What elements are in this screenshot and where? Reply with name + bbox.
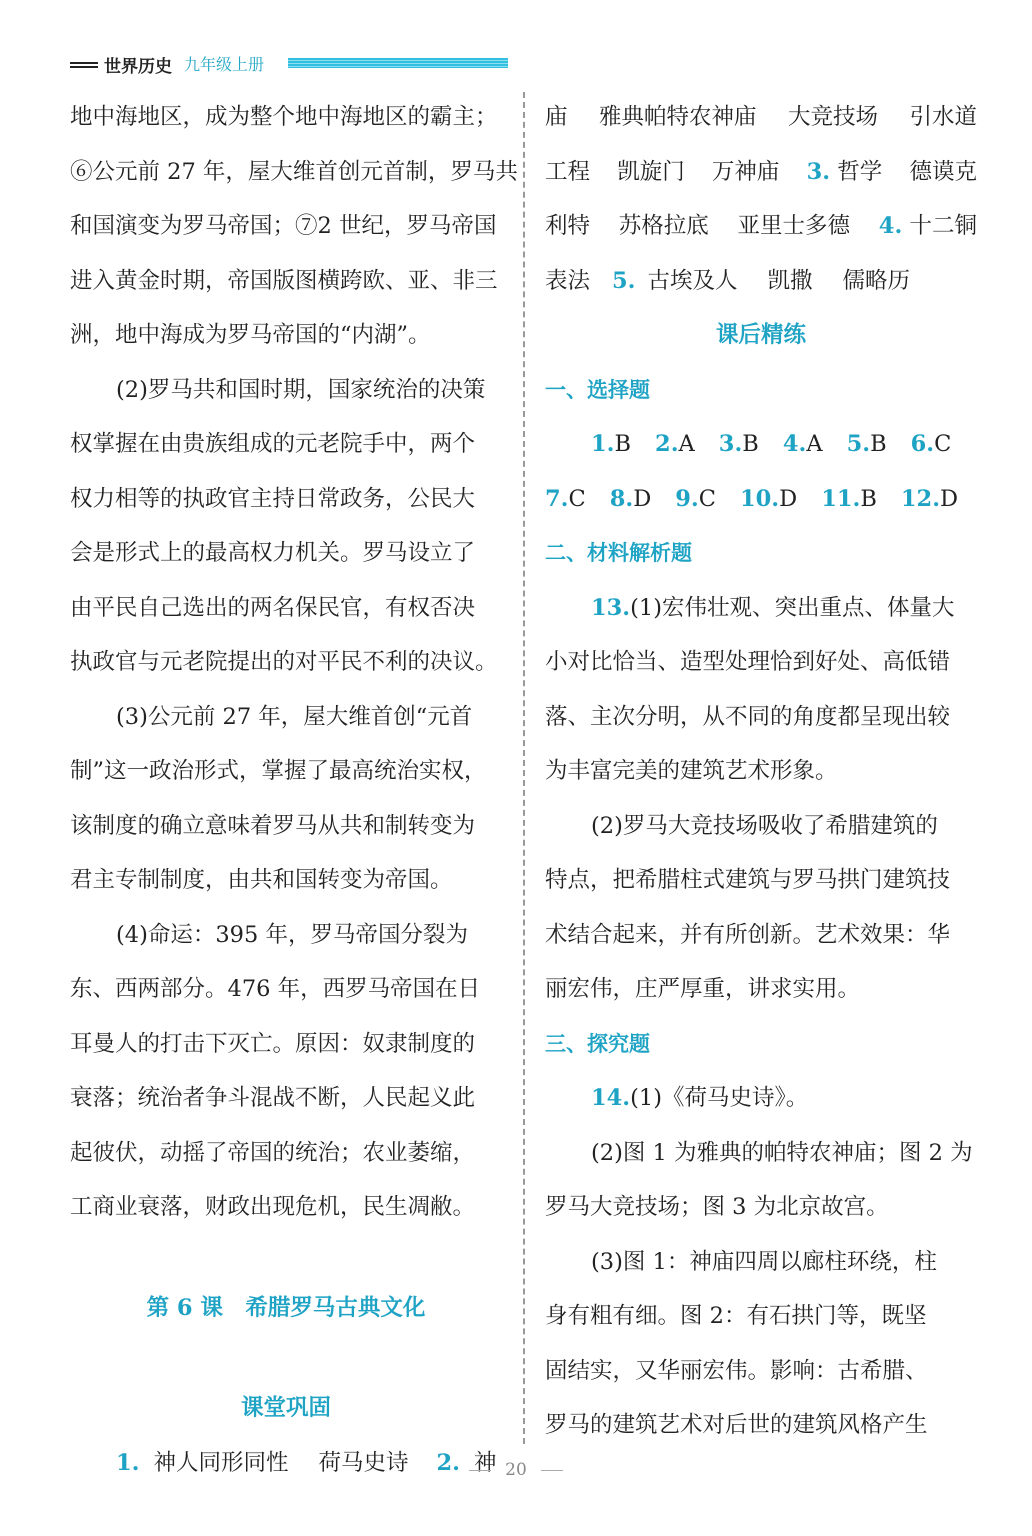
answer-text: 万神庙 — [711, 158, 780, 185]
text-line: 起彼伏，动摇了帝国的统治；农业萎缩， — [70, 1139, 476, 1166]
text-line: (3)图 1：神庙四周以廊柱环绕，柱 — [591, 1248, 937, 1275]
column-divider — [523, 92, 525, 1444]
answer-text: 引水道 — [909, 104, 977, 130]
text-line: 进入黄金时期，帝国版图横跨欧、亚、非三 — [70, 267, 498, 294]
text-line: (2)罗马大竞技场吸收了希腊建筑的 — [591, 812, 938, 839]
answer-text: 凯撒 — [767, 267, 813, 294]
text-line: (2)罗马共和国时期，国家统治的决策 — [116, 376, 486, 403]
text-line: 东、西两部分。476 年，西罗马帝国在日 — [70, 976, 481, 1002]
question-number: 1. — [116, 1449, 140, 1476]
answer-text: 神人同形同性 — [153, 1449, 289, 1476]
text-line: (3)公元前 27 年，屋大维首创“元首 — [116, 703, 473, 730]
question-number: 2. — [436, 1449, 461, 1476]
choice-answer: 10.D — [739, 485, 798, 512]
text-line: 执政官与元老院提出的对平民不利的决议。 — [70, 649, 498, 675]
text-line: 罗马大竞技场；图 3 为北京故宫。 — [545, 1194, 889, 1220]
section-title-classroom: 课堂巩固 — [240, 1395, 331, 1421]
fill-answer-line — [545, 90, 977, 145]
text-line: 该制度的确立意味着罗马从共和制转变为 — [70, 812, 476, 839]
answer-text: 亚里士多德 — [737, 213, 851, 239]
page-number-dash-right — [541, 1470, 563, 1471]
answer-text: (1)宏伟壮观、突出重点、体量大 — [630, 594, 955, 621]
answer-text: 凯旋门 — [617, 158, 685, 185]
answer-text: 利特 — [545, 213, 591, 239]
choice-answer: 9.C — [675, 485, 716, 512]
choice-answer: 11.B — [821, 485, 877, 512]
fill-answer-line — [545, 145, 977, 200]
text-line: 丽宏伟，庄严厚重，讲求实用。 — [545, 976, 861, 1002]
choice-answers-row — [545, 472, 977, 527]
answer-text: 神 — [474, 1449, 497, 1476]
choice-answer: 7.C — [545, 485, 586, 512]
section-heading: 二、材料解析题 — [545, 541, 692, 565]
header-bars-decoration — [70, 62, 98, 70]
answer-text: 哲学 — [837, 158, 883, 185]
right-column — [545, 90, 977, 1453]
choice-answer: 2.A — [655, 431, 695, 457]
answer-text: 十二铜 — [909, 213, 977, 239]
page-number — [0, 1460, 1032, 1480]
text-line: 落、主次分明，从不同的角度都呈现出较 — [545, 703, 951, 730]
text-line: 术结合起来，并有所创新。艺术效果：华 — [545, 921, 951, 948]
text-line: 身有粗有细。图 2：有石拱门等，既坚 — [545, 1303, 927, 1329]
question-number: 4. — [878, 213, 903, 239]
header-stripe-decoration — [288, 58, 508, 68]
text-line: 权掌握在由贵族组成的元老院手中，两个 — [70, 431, 476, 457]
answer-text: 儒略历 — [842, 267, 911, 294]
question-number: 13. — [591, 594, 631, 621]
answer-text: 庙 — [545, 104, 568, 130]
answer-text: 工程 — [545, 158, 591, 185]
text-line: 特点，把希腊柱式建筑与罗马拱门建筑技 — [545, 867, 951, 893]
answer-text: 苏格拉底 — [618, 213, 709, 239]
answer-text: 表法 — [545, 267, 591, 294]
text-line: 为丰富完美的建筑艺术形象。 — [545, 758, 838, 784]
fill-answer-line — [545, 199, 977, 254]
text-line: 固结实，又华丽宏伟。影响：古希腊、 — [545, 1357, 928, 1384]
fill-answer-line — [545, 254, 977, 309]
text-line: 由平民自己选出的两名保民官，有权否决 — [70, 594, 476, 621]
choice-answer: 12.D — [900, 485, 959, 512]
header-grade: 九年级上册 — [184, 55, 265, 74]
text-line: 小对比恰当、造型处理恰到好处、高低错 — [545, 649, 951, 675]
text-line: 制”这一政治形式，掌握了最高统治实权， — [70, 758, 487, 784]
answer-text: (1)《荷马史诗》。 — [630, 1085, 809, 1111]
text-line: ⑥公元前 27 年，屋大维首创元首制，罗马共 — [70, 158, 518, 185]
page-header — [70, 52, 450, 80]
text-line: 罗马的建筑艺术对后世的建筑风格产生 — [545, 1412, 928, 1438]
answer-text: 雅典帕特农神庙 — [598, 104, 757, 130]
choice-answer: 8.D — [609, 485, 652, 512]
lesson-title: 第 6 课 希腊罗马古典文化 — [146, 1294, 426, 1321]
text-line: 洲，地中海成为罗马帝国的“内湖”。 — [70, 322, 431, 348]
question-number: 3. — [806, 158, 831, 185]
choice-answer: 3.B — [718, 431, 759, 457]
text-line: 会是形式上的最高权力机关。罗马设立了 — [70, 540, 476, 566]
text-line: 衰落；统治者争斗混战不断，人民起义此 — [70, 1085, 476, 1111]
section-heading: 一、选择题 — [545, 377, 650, 402]
text-line: 地中海地区，成为整个地中海地区的霸主； — [70, 104, 498, 130]
answer-text: 古埃及人 — [647, 267, 738, 294]
text-line — [545, 1071, 977, 1126]
text-line: 工商业衰落，财政出现危机，民生凋敝。 — [70, 1194, 476, 1220]
answer-text: 德谟克 — [909, 158, 977, 185]
text-line: 君主专制制度，由共和国转变为帝国。 — [70, 867, 453, 893]
text-line: (4)命运：395 年，罗马帝国分裂为 — [116, 921, 468, 948]
header-subject: 世界历史 — [104, 57, 172, 77]
choice-answers-row — [545, 417, 977, 472]
text-line: 耳曼人的打击下灭亡。原因：奴隶制度的 — [70, 1030, 476, 1057]
answer-text: 荷马史诗 — [318, 1449, 409, 1476]
text-line: (2)图 1 为雅典的帕特农神庙；图 2 为 — [591, 1139, 973, 1166]
text-line — [545, 581, 977, 636]
practice-title: 课后精练 — [715, 322, 806, 348]
section-heading: 三、探究题 — [545, 1031, 650, 1056]
page-number-dash-left — [469, 1470, 491, 1471]
question-number: 5. — [612, 267, 636, 294]
choice-answer: 4.A — [782, 431, 823, 457]
choice-answer: 1.B — [591, 431, 632, 457]
page-number-text: 20 — [505, 1460, 527, 1480]
text-line: 权力相等的执政官主持日常政务，公民大 — [70, 485, 476, 512]
choice-answer: 5.B — [846, 431, 887, 457]
answer-text: 大竞技场 — [787, 104, 878, 130]
choice-answer: 6.C — [910, 431, 952, 457]
question-number: 14. — [591, 1085, 631, 1111]
text-line: 和国演变为罗马帝国；⑦2 世纪，罗马帝国 — [70, 213, 497, 239]
